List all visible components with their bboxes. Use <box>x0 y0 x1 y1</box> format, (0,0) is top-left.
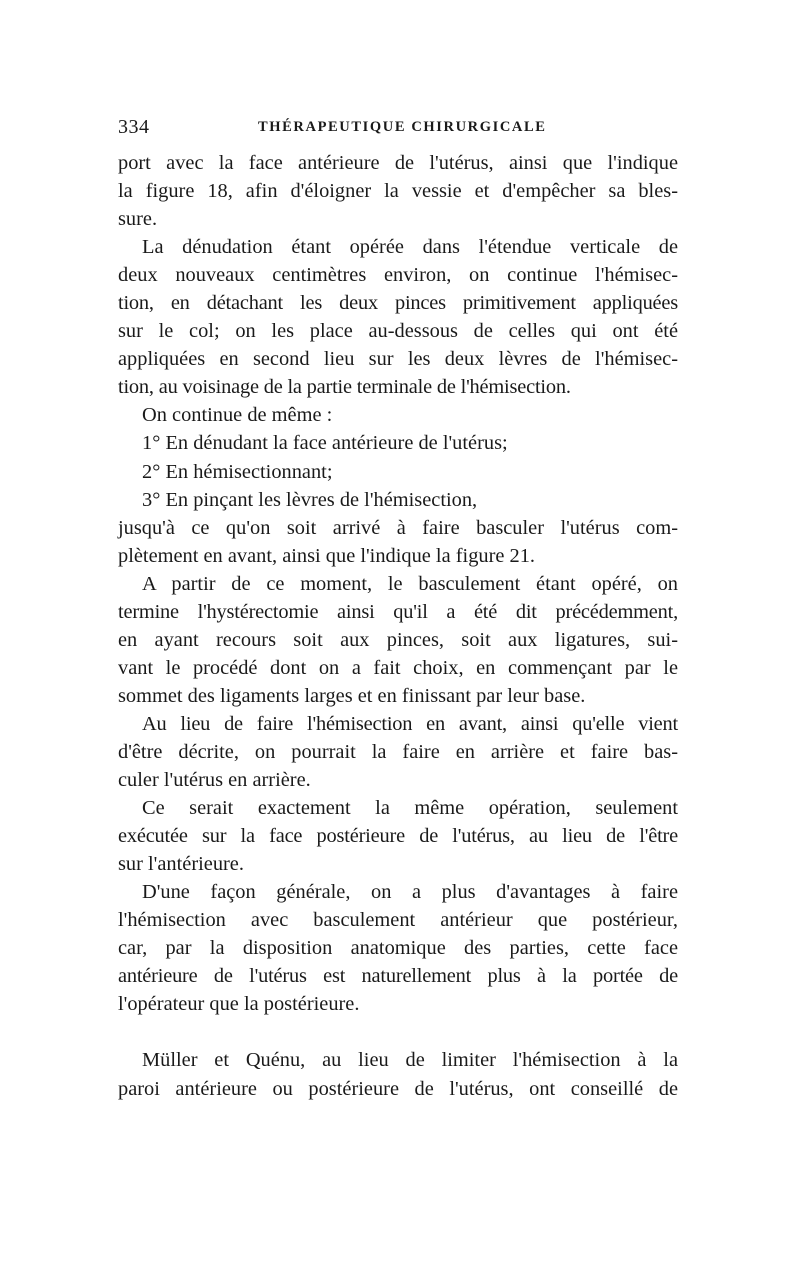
paragraph-line: l'hémisection avec basculement antérieur que postérieur, <box>118 909 678 932</box>
paragraph-line: jusqu'à ce qu'on soit arrivé à faire basculer l'utérus com- <box>118 516 678 539</box>
page-number: 334 <box>118 116 150 138</box>
paragraph: A partir de ce moment, le basculement étant opéré, on <box>142 572 678 595</box>
paragraph: Au lieu de faire l'hémisection en avant, ainsi qu'elle vient <box>142 712 678 735</box>
paragraph-line: sure. <box>118 208 158 231</box>
paragraph: D'une façon générale, on a plus d'avantages à faire <box>142 881 678 904</box>
list-item: 1° En dénudant la face antérieure de l'utérus; <box>142 432 508 455</box>
paragraph: Ce serait exactement la même opération, seulement <box>142 797 678 820</box>
paragraph: On continue de même : <box>142 404 333 427</box>
list-item: 2° En hémisectionnant; <box>142 460 333 483</box>
body-text <box>118 149 678 1103</box>
paragraph-line: la figure 18, afin d'éloigner la vessie et d'empêcher sa bles- <box>118 180 678 203</box>
paragraph-line: appliquées en second lieu sur les deux lèvres de l'hémisec- <box>118 348 678 371</box>
paragraph-line: plètement en avant, ainsi que l'indique la figure 21. <box>118 544 536 567</box>
paragraph-line: tion, au voisinage de la partie terminale de l'hémisection. <box>118 376 571 399</box>
page-header <box>118 116 678 140</box>
paragraph-line: tion, en détachant les deux pinces primitivement appliquées <box>118 292 678 315</box>
paragraph-line: sommet des ligaments larges et en finissant par leur base. <box>118 684 586 707</box>
paragraph-line: paroi antérieure ou postérieure de l'utérus, ont conseillé de <box>118 1077 678 1100</box>
paragraph: Müller et Quénu, au lieu de limiter l'hémisection à la <box>142 1049 678 1072</box>
paragraph-line: termine l'hystérectomie ainsi qu'il a été dit précédemment, <box>118 600 678 623</box>
paragraph-line: l'opérateur que la postérieure. <box>118 993 360 1016</box>
paragraph-line: vant le procédé dont on a fait choix, en commençant par le <box>118 656 678 679</box>
paragraph: La dénudation étant opérée dans l'étendue verticale de <box>142 236 678 259</box>
paragraph-line: sur l'antérieure. <box>118 853 244 876</box>
paragraph-line: d'être décrite, on pourrait la faire en arrière et faire bas- <box>118 740 678 763</box>
paragraph-line: antérieure de l'utérus est naturellement plus à la portée de <box>118 965 678 988</box>
paragraph-line: sur le col; on les place au-dessous de celles qui ont été <box>118 320 678 343</box>
paragraph-line: car, par la disposition anatomique des parties, cette face <box>118 937 678 960</box>
paragraph-line: culer l'utérus en arrière. <box>118 769 311 792</box>
running-title: THÉRAPEUTIQUE CHIRURGICALE <box>258 119 547 135</box>
paragraph-line: en ayant recours soit aux pinces, soit aux ligatures, sui- <box>118 628 678 651</box>
list-item: 3° En pinçant les lèvres de l'hémisection, <box>142 488 478 511</box>
paragraph-line: deux nouveaux centimètres environ, on continue l'hémisec- <box>118 264 678 287</box>
paragraph-line: exécutée sur la face postérieure de l'utérus, au lieu de l'être <box>118 825 678 848</box>
paragraph: port avec la face antérieure de l'utérus, ainsi que l'indique <box>118 152 678 174</box>
